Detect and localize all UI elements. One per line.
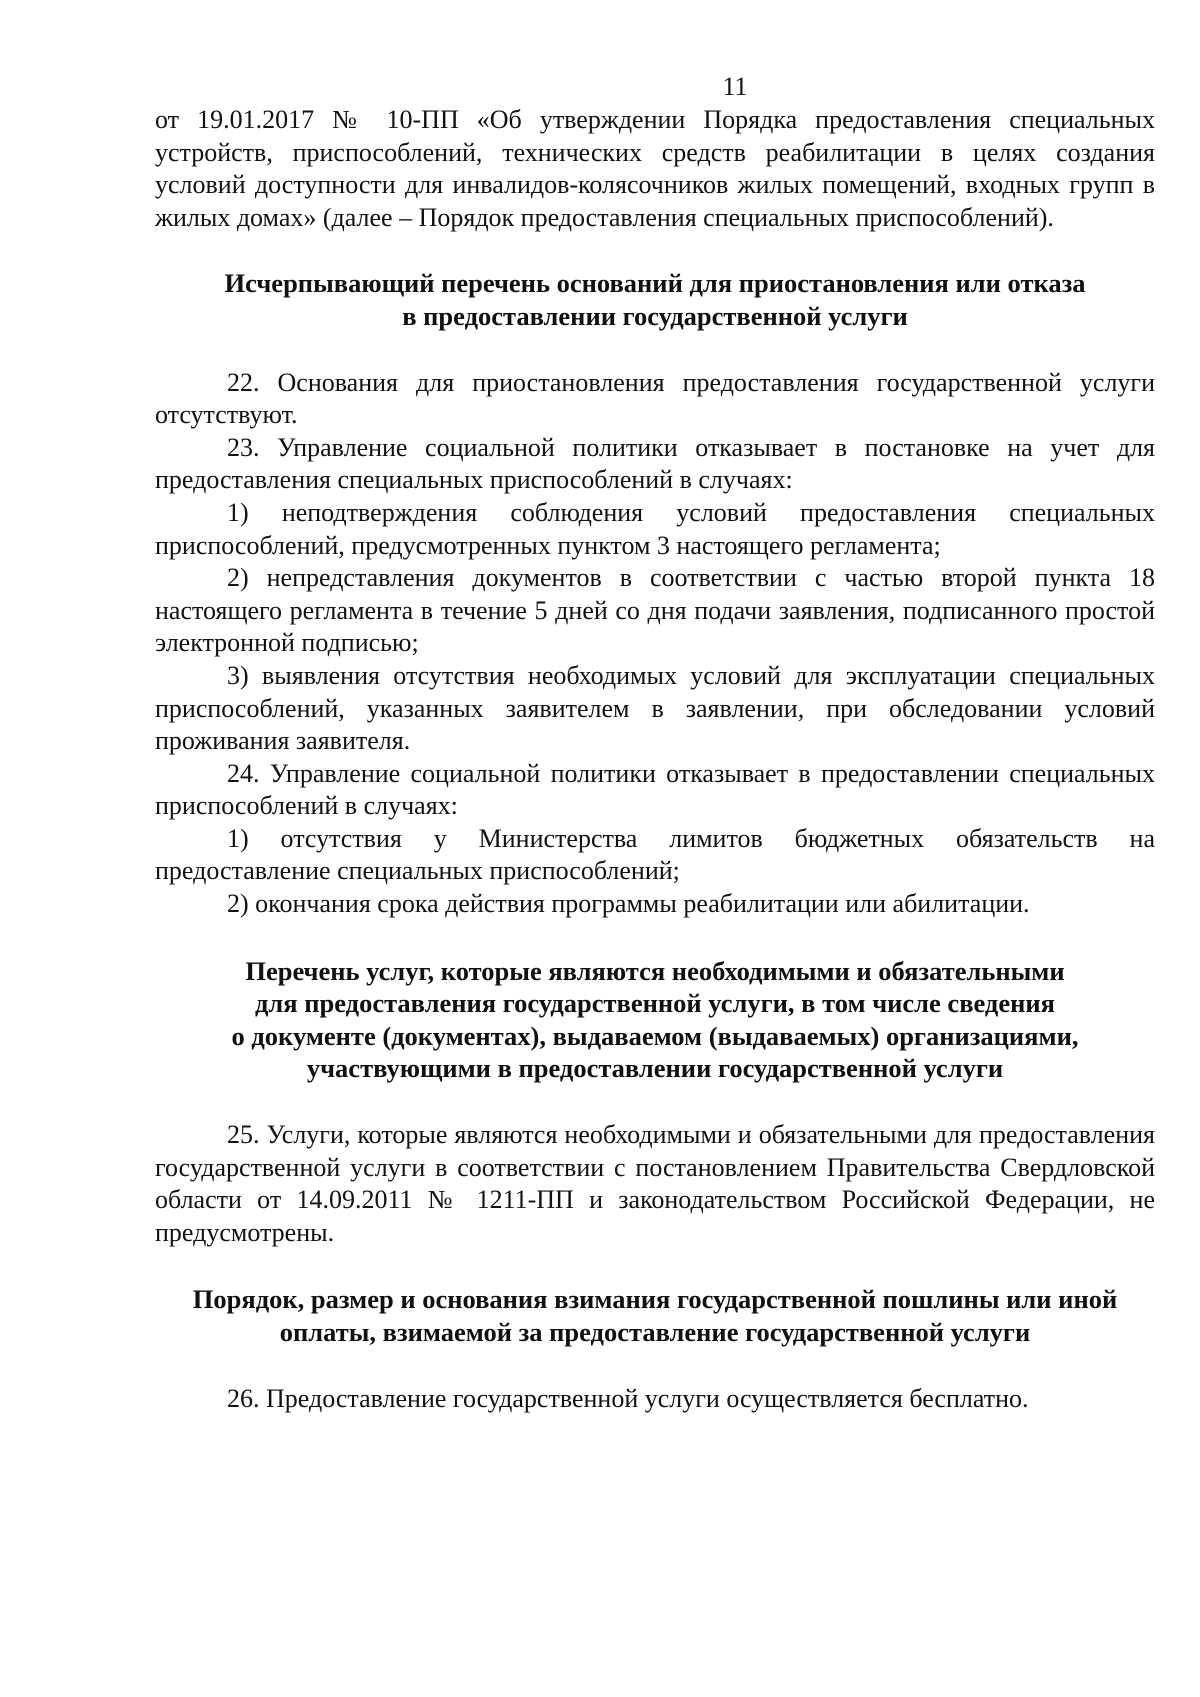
paragraph-25: 25. Услуги, которые являются необходимыми и обязательными для предоставления государственной услуги в соответствии с постановлением Правительства Свердловской области от 14.09.2011 № 1211-ПП и законодательством Российской Федерации, не предусмотрены. [155,1120,1155,1247]
heading-line: Перечень услуг, которые являются необходимыми и обязательными [245,955,1065,986]
paragraph-24: 24. Управление социальной политики отказывает в предоставлении специальных приспособлений в случаях: [155,758,1155,821]
paragraph-26: 26. Предоставление государственной услуги осуществляется бесплатно. [227,1383,1029,1413]
section-heading-required-services [155,955,1155,1085]
paragraph-24-item-2: 2) окончания срока действия программы реабилитации или абилитации. [227,889,1030,919]
paragraph-23-item-1: 1) неподтверждения соблюдения условий предоставления специальных приспособлений, предусмотренных пунктом 3 настоящего регламента; [155,497,1155,560]
section-heading-state-fee [155,1283,1155,1348]
paragraph-23-item-2: 2) непредставления документов в соответствии с частью второй пункта 18 настоящего регламента в течение 5 дней со дня подачи заявления, подписанного простой электронной подписью; [155,563,1155,658]
paragraph-24-item-1: 1) отсутствия у Министерства лимитов бюджетных обязательств на предоставление специальных приспособлений; [155,823,1155,886]
section-heading-grounds-for-refusal [155,267,1155,332]
heading-line: для предоставления государственной услуги, в том числе сведения [255,988,1055,1019]
paragraph-23-item-3: 3) выявления отсутствия необходимых условий для эксплуатации специальных приспособлений, указанных заявителем в заявлении, при обследовании условий проживания заявителя. [155,660,1155,756]
heading-line: Исчерпывающий перечень оснований для приостановления или отказа [224,268,1086,299]
paragraph-23: 23. Управление социальной политики отказывает в постановке на учет для предоставления специальных приспособлений в случаях: [155,432,1155,495]
paragraph-22: 22. Основания для приостановления предоставления государственной услуги отсутствуют. [155,367,1155,430]
page-number: 11 [722,72,748,101]
intro-paragraph: от 19.01.2017 № 10-ПП «Об утверждении Порядка предоставления специальных устройств, приспособлений, технических средств реабилитации в целях создания условий доступности для инвалидов-колясочников жилых помещений, входных групп в жилых домах» (далее – Порядок предоставления специальных приспособлений). [155,105,1155,232]
heading-line: оплаты, взимаемой за предоставление государственной услуги [279,1317,1031,1347]
heading-line: в предоставлении государственной услуги [402,300,908,331]
heading-line: участвующими в предоставлении государственной услуги [306,1053,1004,1084]
document-page [155,72,1155,1415]
heading-line: о документе (документах), выдаваемом (выдаваемых) организациями, [231,1020,1079,1051]
heading-line: Порядок, размер и основания взимания государственной пошлины или иной [192,1284,1118,1315]
